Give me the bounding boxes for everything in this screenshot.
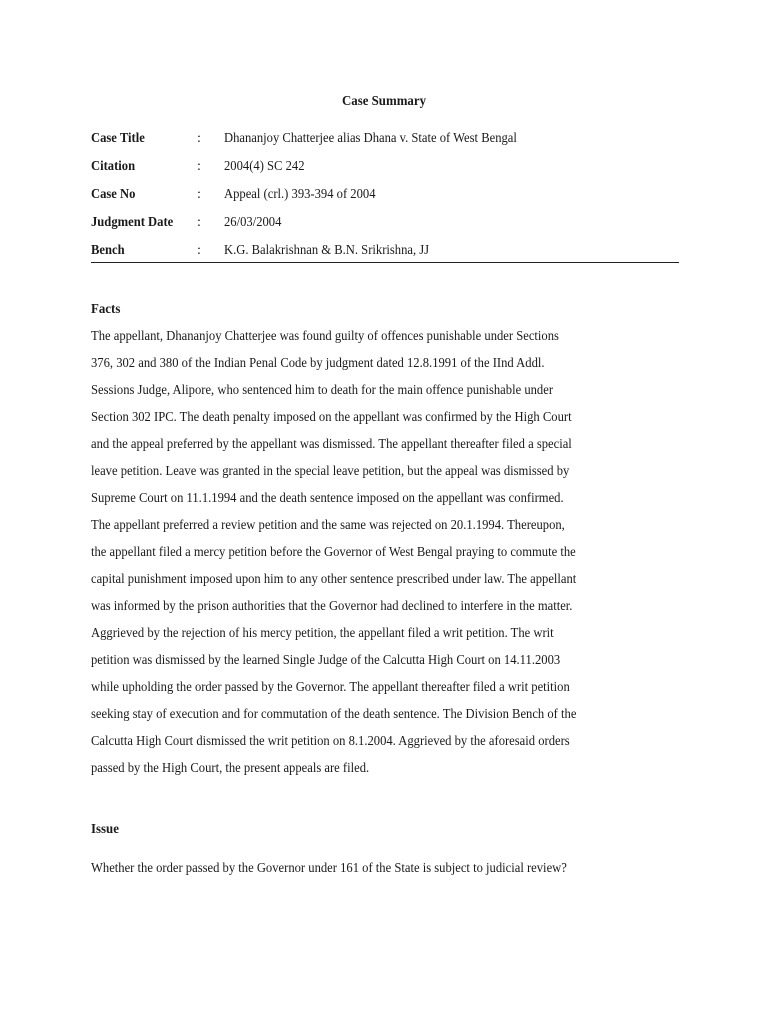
meta-value: 26/03/2004 xyxy=(224,215,282,230)
facts-line: capital punishment imposed upon him to any other sentence prescribed under law. The appellant xyxy=(91,572,577,587)
meta-value: K.G. Balakrishnan & B.N. Srikrishna, JJ xyxy=(224,243,430,258)
facts-line: The appellant, Dhananjoy Chatterjee was found guilty of offences punishable under Sections xyxy=(91,329,559,344)
facts-line: Aggrieved by the rejection of his mercy petition, the appellant filed a writ petition. The writ xyxy=(91,626,554,641)
meta-value: Dhananjoy Chatterjee alias Dhana v. State of West Bengal xyxy=(224,131,517,146)
meta-colon: : xyxy=(197,215,201,230)
meta-row-judgment-date xyxy=(91,212,679,240)
issue-text: Whether the order passed by the Governor under 161 of the State is subject to judicial review? xyxy=(91,861,567,876)
meta-row-case-no xyxy=(91,184,679,212)
facts-line: Calcutta High Court dismissed the writ petition on 8.1.2004. Aggrieved by the aforesaid orders xyxy=(91,734,570,749)
facts-line: seeking stay of execution and for commutation of the death sentence. The Division Bench of the xyxy=(91,707,577,722)
meta-row-citation xyxy=(91,156,679,184)
facts-line: The appellant preferred a review petition and the same was rejected on 20.1.1994. Thereupon, xyxy=(91,518,565,533)
meta-label: Citation xyxy=(91,159,136,174)
facts-line: Sessions Judge, Alipore, who sentenced him to death for the main offence punishable under xyxy=(91,383,554,398)
meta-row-case-title xyxy=(91,128,679,156)
meta-row-bench xyxy=(91,240,679,268)
meta-value: Appeal (crl.) 393-394 of 2004 xyxy=(224,187,376,202)
header-divider xyxy=(91,262,679,263)
meta-colon: : xyxy=(197,131,201,146)
meta-label: Judgment Date xyxy=(91,215,174,230)
case-metadata-table xyxy=(91,128,679,268)
document-title: Case Summary xyxy=(341,94,427,109)
meta-colon: : xyxy=(197,243,201,258)
facts-line: Section 302 IPC. The death penalty imposed on the appellant was confirmed by the High Court xyxy=(91,410,572,425)
facts-line: Supreme Court on 11.1.1994 and the death sentence imposed on the appellant was confirmed. xyxy=(91,491,564,506)
issue-heading: Issue xyxy=(91,822,119,837)
meta-value: 2004(4) SC 242 xyxy=(224,159,305,174)
facts-line: petition was dismissed by the learned Single Judge of the Calcutta High Court on 14.11.2003 xyxy=(91,653,561,668)
facts-line: while upholding the order passed by the Governor. The appellant thereafter filed a writ petition xyxy=(91,680,570,695)
facts-paragraph xyxy=(91,326,679,785)
meta-label: Case No xyxy=(91,187,136,202)
meta-colon: : xyxy=(197,187,201,202)
meta-label: Case Title xyxy=(91,131,145,146)
facts-line: passed by the High Court, the present appeals are filed. xyxy=(91,761,370,776)
facts-heading: Facts xyxy=(91,302,121,317)
facts-line: leave petition. Leave was granted in the special leave petition, but the appeal was dismissed by xyxy=(91,464,570,479)
facts-line: and the appeal preferred by the appellant was dismissed. The appellant thereafter filed a special xyxy=(91,437,572,452)
facts-line: the appellant filed a mercy petition before the Governor of West Bengal praying to commute the xyxy=(91,545,576,560)
meta-colon: : xyxy=(197,159,201,174)
meta-label: Bench xyxy=(91,243,125,258)
facts-line: 376, 302 and 380 of the Indian Penal Code by judgment dated 12.8.1991 of the IInd Addl. xyxy=(91,356,545,371)
facts-line: was informed by the prison authorities that the Governor had declined to interfere in the matter. xyxy=(91,599,573,614)
